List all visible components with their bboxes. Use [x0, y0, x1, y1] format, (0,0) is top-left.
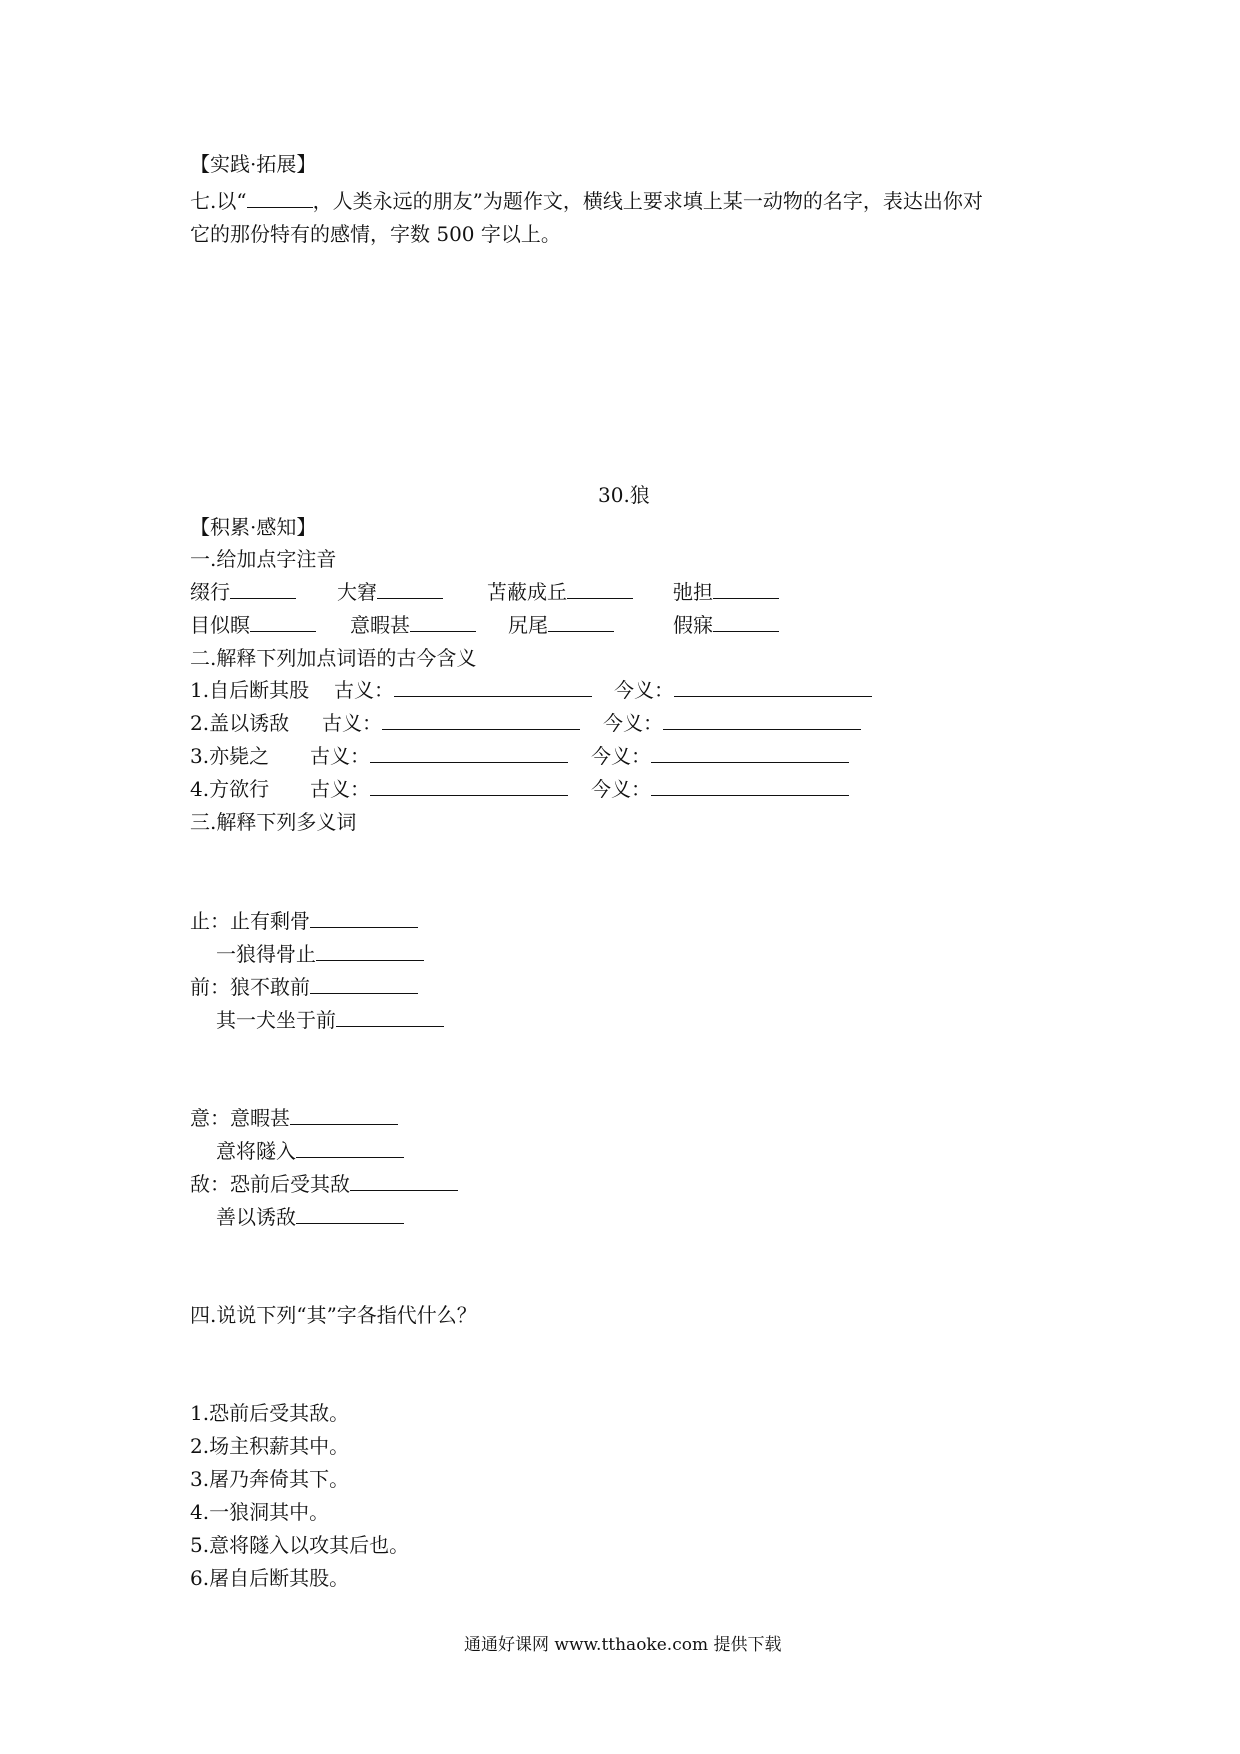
ancient-label: 古义：: [322, 711, 382, 735]
polysemy-phrase: 其一犬坐于前: [216, 1008, 336, 1032]
pinyin-item: [673, 579, 779, 605]
section-heading-practice: 【实践·拓展】: [190, 152, 317, 176]
answer-blank[interactable]: [370, 744, 568, 763]
modern-label: 今义：: [591, 744, 651, 768]
answer-blank[interactable]: [567, 580, 633, 599]
pronoun-item: 1.恐前后受其敌。: [190, 1401, 350, 1425]
meaning-row-1: [190, 677, 309, 703]
question-1-title: 一.给加点字注音: [190, 547, 337, 571]
polysemy-phrase: 前：狼不敢前: [190, 975, 310, 999]
polysemy-item: [216, 1138, 404, 1164]
polysemy-phrase: 一狼得骨止: [216, 942, 316, 966]
ancient-label: 古义：: [310, 777, 370, 801]
polysemy-item: [216, 941, 424, 967]
ancient-meaning: [310, 776, 568, 802]
answer-blank[interactable]: [410, 613, 476, 632]
ancient-meaning: [310, 743, 568, 769]
pinyin-word: 弛担: [673, 580, 713, 604]
answer-blank[interactable]: [296, 1205, 404, 1224]
answer-blank[interactable]: [336, 1008, 444, 1027]
modern-meaning: [614, 677, 872, 703]
meaning-row-4: [190, 776, 269, 802]
answer-blank[interactable]: [548, 613, 614, 632]
pinyin-word: 意暇甚: [350, 613, 410, 637]
polysemy-phrase: 止：止有剩骨: [190, 909, 310, 933]
ancient-label: 古义：: [334, 678, 394, 702]
answer-blank[interactable]: [310, 975, 418, 994]
pinyin-item: [487, 579, 633, 605]
pronoun-item: 2.场主积薪其中。: [190, 1434, 350, 1458]
modern-label: 今义：: [614, 678, 674, 702]
answer-blank[interactable]: [310, 909, 418, 928]
question-3-title: 三.解释下列多义词: [190, 810, 357, 834]
answer-blank[interactable]: [350, 1172, 458, 1191]
pronoun-item: 6.屠自后断其股。: [190, 1566, 350, 1590]
answer-blank[interactable]: [394, 678, 592, 697]
question-7-line-1: [190, 188, 983, 214]
pinyin-item: [508, 612, 614, 638]
pinyin-item: [673, 612, 779, 638]
polysemy-item: [190, 974, 418, 1000]
pinyin-word: 假寐: [673, 613, 713, 637]
polysemy-item: [190, 1105, 398, 1131]
meaning-phrase: 3.亦毙之: [190, 744, 270, 768]
polysemy-phrase: 意将隧入: [216, 1139, 296, 1163]
ancient-meaning: [334, 677, 592, 703]
modern-label: 今义：: [591, 777, 651, 801]
pinyin-item: [190, 612, 316, 638]
question-7-line-2: 它的那份特有的感情，字数 500 字以上。: [190, 222, 561, 246]
question-7-text: ，人类永远的朋友”为题作文，横线上要求填上某一动物的名字，表达出你对: [312, 189, 983, 213]
answer-blank[interactable]: [296, 1139, 404, 1158]
pinyin-item: [350, 612, 476, 638]
answer-blank[interactable]: [370, 777, 568, 796]
polysemy-phrase: 意：意暇甚: [190, 1106, 290, 1130]
answer-blank[interactable]: [316, 942, 424, 961]
question-4-title: 四.说说下列“其”字各指代什么？: [190, 1303, 477, 1327]
pinyin-word: 苫蔽成丘: [487, 580, 567, 604]
answer-blank[interactable]: [382, 711, 580, 730]
answer-blank[interactable]: [247, 189, 313, 208]
question-2-title: 二.解释下列加点词语的古今含义: [190, 646, 477, 670]
meaning-phrase: 4.方欲行: [190, 777, 270, 801]
meaning-phrase: 1.自后断其股: [190, 678, 310, 702]
modern-meaning: [591, 743, 849, 769]
polysemy-item: [190, 908, 418, 934]
pinyin-word: 缀行: [190, 580, 230, 604]
answer-blank[interactable]: [663, 711, 861, 730]
section-heading-accumulate: 【积累·感知】: [190, 515, 317, 539]
polysemy-phrase: 善以诱敌: [216, 1205, 296, 1229]
polysemy-item: [216, 1204, 404, 1230]
modern-meaning: [603, 710, 861, 736]
answer-blank[interactable]: [250, 613, 316, 632]
pinyin-item: [337, 579, 443, 605]
pinyin-item: [190, 579, 296, 605]
meaning-row-3: [190, 743, 269, 769]
page-footer: 通通好课网 www.tthaoke.com 提供下载: [464, 1635, 782, 1655]
polysemy-item: [190, 1171, 458, 1197]
answer-blank[interactable]: [651, 777, 849, 796]
answer-blank[interactable]: [290, 1106, 398, 1125]
meaning-row-2: [190, 710, 289, 736]
question-7-prefix: 七.以“: [190, 189, 247, 213]
ancient-meaning: [322, 710, 580, 736]
pinyin-word: 大窘: [337, 580, 377, 604]
pronoun-item: 5.意将隧入以攻其后也。: [190, 1533, 410, 1557]
modern-meaning: [591, 776, 849, 802]
meaning-phrase: 2.盖以诱敌: [190, 711, 290, 735]
pronoun-item: 4.一狼洞其中。: [190, 1500, 330, 1524]
lesson-title: 30.狼: [598, 483, 650, 507]
polysemy-item: [216, 1007, 444, 1033]
ancient-label: 古义：: [310, 744, 370, 768]
pinyin-word: 尻尾: [508, 613, 548, 637]
pinyin-word: 目似瞑: [190, 613, 250, 637]
answer-blank[interactable]: [230, 580, 296, 599]
answer-blank[interactable]: [651, 744, 849, 763]
polysemy-phrase: 敌：恐前后受其敌: [190, 1172, 350, 1196]
pronoun-item: 3.屠乃奔倚其下。: [190, 1467, 350, 1491]
answer-blank[interactable]: [674, 678, 872, 697]
answer-blank[interactable]: [713, 580, 779, 599]
answer-blank[interactable]: [713, 613, 779, 632]
modern-label: 今义：: [603, 711, 663, 735]
answer-blank[interactable]: [377, 580, 443, 599]
